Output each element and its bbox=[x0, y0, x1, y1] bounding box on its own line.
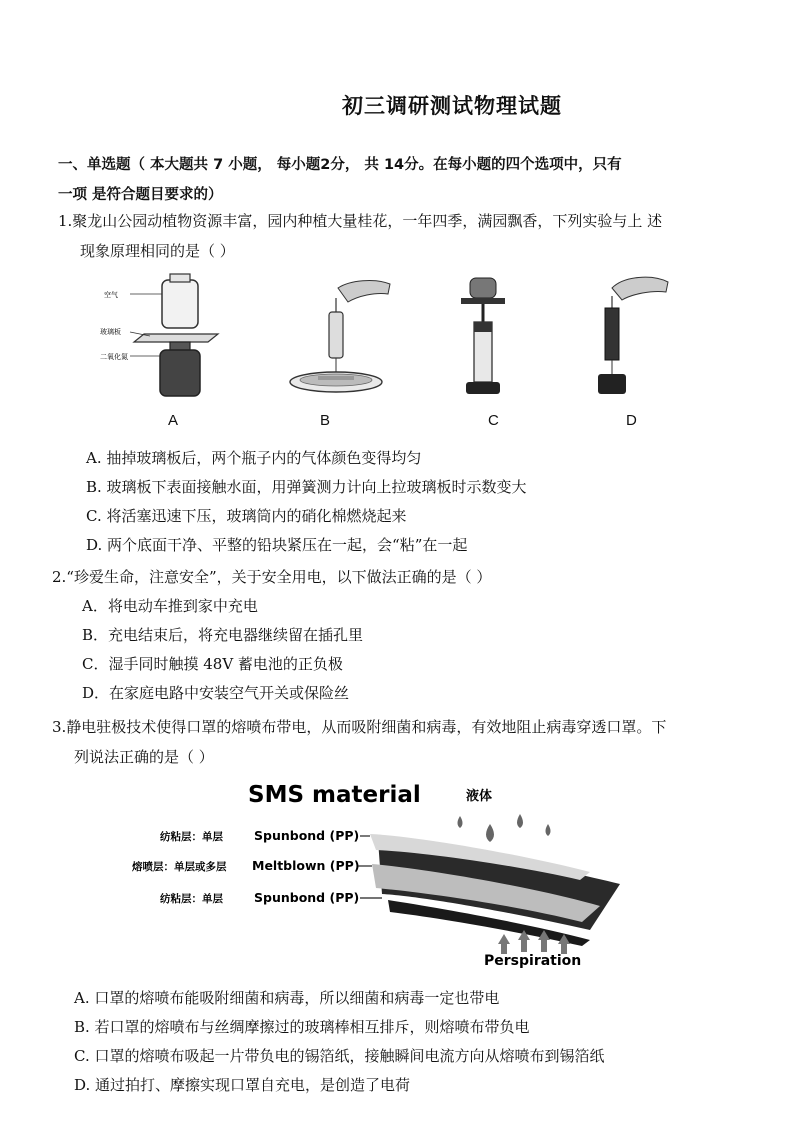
question-3-stem-line1: 3.静电驻极技术使得口罩的熔喷布带电，从而吸附细菌和病毒，有效地阻止病毒穿透口罩。下 bbox=[52, 718, 667, 736]
page-title: 初三调研测试物理试题 bbox=[342, 94, 562, 118]
question-3-options bbox=[74, 984, 774, 1100]
figure-label-a: A bbox=[168, 412, 179, 429]
section-heading-line1: 一、单选题（ 本大题共 7 小题， 每小题2分， 共 14分。在每小题的四个选项中，只有 bbox=[58, 157, 622, 173]
figure-label-b: B bbox=[320, 412, 331, 429]
layer-2-cn: 熔喷层：单层或多层 bbox=[132, 861, 227, 873]
annotation-glass-plate: 玻璃板 bbox=[100, 328, 121, 336]
figure-label-c: C bbox=[488, 412, 499, 429]
layer-2-en: Meltblown (PP) bbox=[252, 858, 360, 873]
question-1-figure bbox=[100, 270, 700, 410]
question-3-option-d: D. 通过拍打、摩擦实现口罩自充电，是创造了电荷 bbox=[74, 1076, 411, 1094]
question-1-options bbox=[86, 444, 766, 560]
question-2-option-c: C．湿手同时触摸 48V 蓄电池的正负极 bbox=[82, 655, 343, 673]
figure-label-d: D bbox=[626, 412, 637, 429]
liquid-label: 液体 bbox=[466, 789, 493, 804]
figure-c-piston-tube bbox=[461, 278, 505, 394]
question-1-option-b: B. 玻璃板下表面接触水面，用弹簧测力计向上拉玻璃板时示数变大 bbox=[86, 478, 527, 496]
question-1 bbox=[58, 206, 758, 266]
question-1-stem-line2: 现象原理相同的是（ ） bbox=[80, 242, 235, 260]
figure-b-spring-scale bbox=[290, 281, 390, 392]
question-1-option-a: A. 抽掉玻璃板后，两个瓶子内的气体颜色变得均匀 bbox=[86, 449, 422, 467]
question-2-option-b: B．充电结束后，将充电器继续留在插孔里 bbox=[82, 626, 364, 644]
question-1-stem-line1: 1.聚龙山公园动植物资源丰富，园内种植大量桂花，一年四季，满园飘香，下列实验与上 述 bbox=[58, 212, 663, 230]
figure-a-jars bbox=[100, 274, 218, 396]
question-1-option-d: D. 两个底面干净、平整的铅块紧压在一起，会“粘”在一起 bbox=[86, 536, 468, 554]
question-1-option-c: C. 将活塞迅速下压，玻璃筒内的硝化棉燃烧起来 bbox=[86, 507, 407, 525]
sms-layers-illustration bbox=[370, 834, 620, 946]
layer-3-en: Spunbond (PP) bbox=[254, 890, 360, 905]
figure-d-lead-blocks bbox=[598, 277, 668, 394]
section-heading bbox=[58, 150, 748, 210]
liquid-droplets bbox=[458, 814, 551, 842]
question-2-option-d: D．在家庭电路中安装空气开关或保险丝 bbox=[82, 684, 350, 702]
question-3-option-b: B. 若口罩的熔喷布与丝绸摩擦过的玻璃棒相互排斥，则熔喷布带负电 bbox=[74, 1018, 530, 1036]
question-3-figure bbox=[120, 772, 640, 972]
layer-3-cn: 纺粘层：单层 bbox=[160, 893, 223, 905]
perspiration-label: Perspiration bbox=[484, 953, 582, 969]
question-2-stem: 2.“珍爱生命，注意安全”，关于安全用电，以下做法正确的是（ ） bbox=[52, 568, 492, 586]
section-heading-line2: 一项 是符合题目要求的） bbox=[58, 187, 223, 203]
annotation-air: 空气 bbox=[104, 291, 118, 299]
layer-1-cn: 纺粘层：单层 bbox=[160, 831, 223, 843]
layer-1-en: Spunbond (PP) bbox=[254, 828, 360, 843]
question-3-option-c: C. 口罩的熔喷布吸起一片带负电的锡箔纸，接触瞬间电流方向从熔喷布到锡箔纸 bbox=[74, 1047, 605, 1065]
question-3-option-a: A. 口罩的熔喷布能吸附细菌和病毒，所以细菌和病毒一定也带电 bbox=[74, 989, 500, 1007]
question-2-options bbox=[82, 592, 762, 708]
question-3 bbox=[52, 712, 762, 772]
sms-heading: SMS material bbox=[248, 782, 421, 808]
annotation-no2: 二氧化氮 bbox=[100, 353, 128, 361]
question-2-option-a: A．将电动车推到家中充电 bbox=[82, 597, 258, 615]
question-3-stem-line2: 列说法正确的是（ ） bbox=[74, 748, 214, 766]
